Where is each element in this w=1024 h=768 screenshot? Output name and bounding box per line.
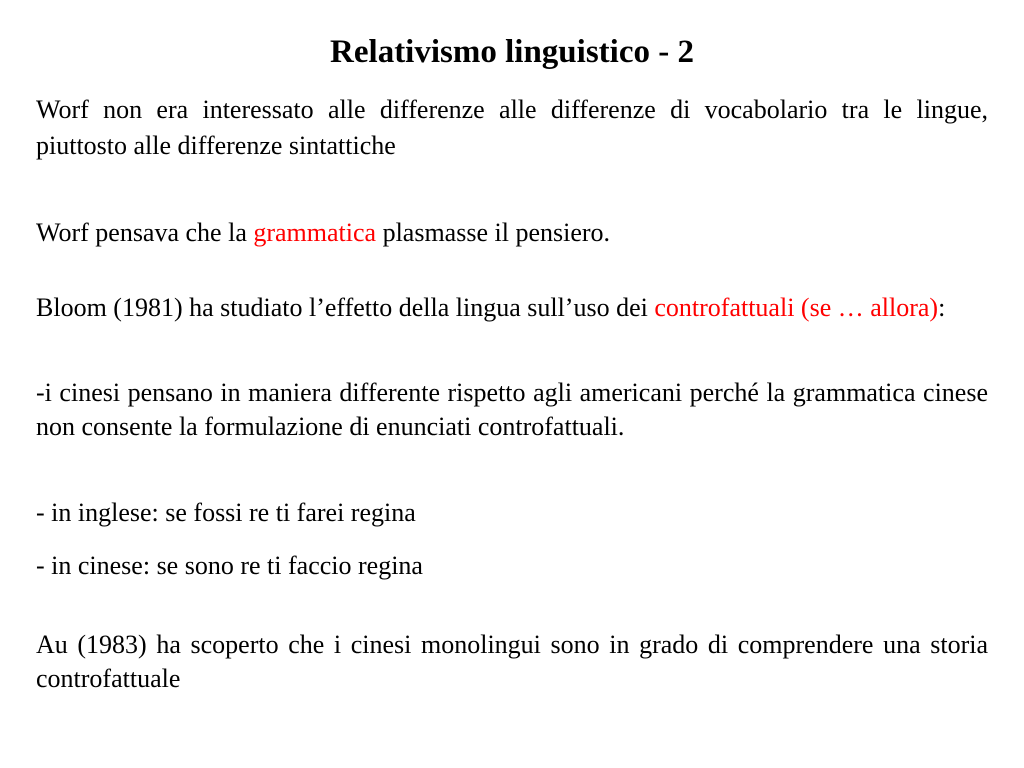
paragraph-text: plasmasse il pensiero. (376, 218, 611, 247)
highlighted-term-controfattuali: controfattuali (se … allora) (654, 293, 939, 322)
paragraph-chinese-vs-americans: -i cinesi pensano in maniera differente rispetto agli americani perché la grammatica cinese non consente la formulazione di enunciati controfattuali. (36, 378, 988, 441)
paragraph-text: : (938, 293, 946, 322)
paragraph-bloom-study (36, 291, 988, 325)
paragraph-vocabulary-vs-syntax: Worf non era interessato alle differenze alle differenze di vocabolario tra le lingue, piuttosto alle differenze sintattiche (36, 95, 988, 160)
example-chinese: - in cinese: se sono re ti faccio regina (36, 551, 423, 580)
slide-title: Relativismo linguistico - 2 (330, 34, 694, 70)
highlighted-term-grammatica: grammatica (253, 218, 377, 247)
paragraph-au-study: Au (1983) ha scoperto che i cinesi monolingui sono in grado di comprendere una storia controfattuale (36, 630, 988, 693)
paragraph-text: Bloom (1981) ha studiato l’effetto della lingua sull’uso dei (36, 293, 655, 322)
paragraph-grammar-shapes-thought (36, 216, 988, 250)
paragraph-text: Worf pensava che la (36, 218, 254, 247)
example-english: - in inglese: se fossi re ti farei regina (36, 498, 416, 527)
